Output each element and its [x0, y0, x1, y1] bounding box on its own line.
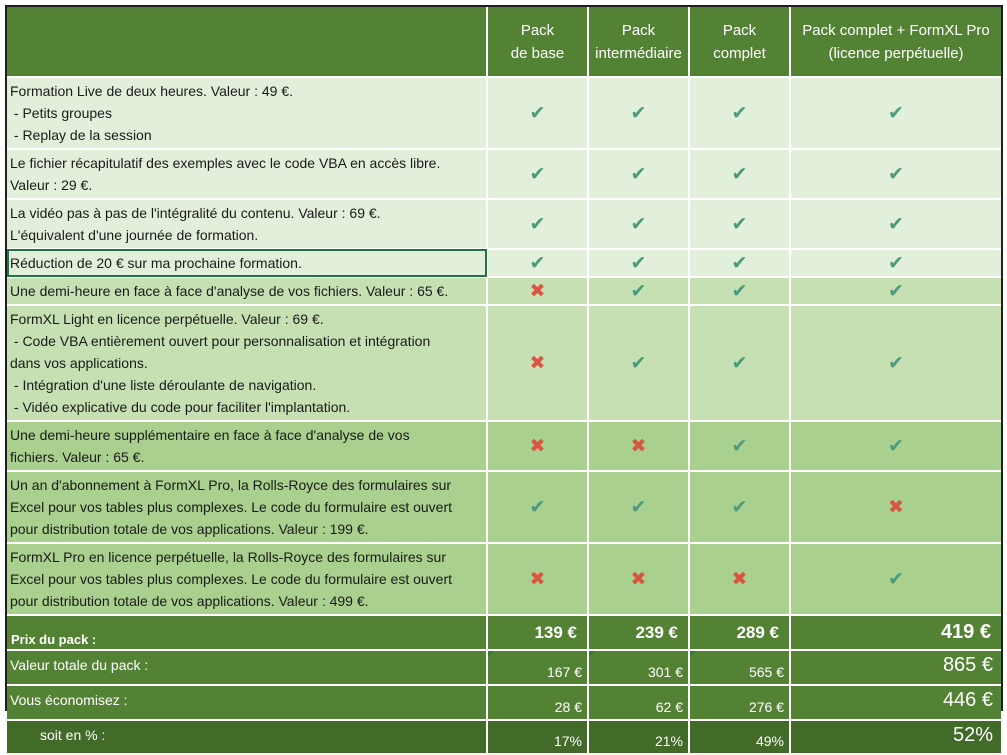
savings-complete[interactable]: 276 €	[689, 685, 790, 720]
cross-icon: ✖	[529, 568, 546, 590]
mark-cell[interactable]	[790, 249, 1001, 277]
feature-cell[interactable]: FormXL Light en licence perpétuelle. Valeur : 69 €. - Code VBA entièrement ouvert pour personnalisation et intégration dans vos applications. - Intégration d'une liste déroulante de navigation. - Vidéo explicative du code pour faciliter l'implantation.	[7, 305, 487, 421]
mark-cell[interactable]	[689, 277, 790, 305]
mark-cell[interactable]	[790, 199, 1001, 249]
total-value-complete-pro[interactable]: 865 €	[790, 650, 1001, 685]
feature-cell-selected[interactable]: Réduction de 20 € sur ma prochaine formation.	[7, 249, 487, 277]
mark-cell[interactable]	[790, 277, 1001, 305]
check-icon: ✔	[529, 213, 546, 235]
check-icon: ✔	[731, 280, 748, 302]
percent-complete-pro[interactable]: 52%	[790, 720, 1001, 754]
price-base[interactable]: 139 €	[487, 615, 588, 650]
mark-cell[interactable]	[588, 277, 689, 305]
check-icon: ✔	[630, 352, 647, 374]
feature-cell[interactable]: Une demi-heure supplémentaire en face à face d'analyse de vos fichiers. Valeur : 65 €.	[7, 421, 487, 471]
feature-row-discount	[7, 249, 1001, 277]
check-icon: ✔	[529, 102, 546, 124]
mark-cell[interactable]	[487, 199, 588, 249]
percent-complete[interactable]: 49%	[689, 720, 790, 754]
mark-cell[interactable]	[588, 149, 689, 199]
cross-icon: ✖	[630, 568, 647, 590]
savings-complete-pro[interactable]: 446 €	[790, 685, 1001, 720]
cross-icon: ✖	[529, 435, 546, 457]
check-icon: ✔	[630, 163, 647, 185]
percent-intermediate[interactable]: 21%	[588, 720, 689, 754]
header-corner-cell[interactable]	[7, 7, 487, 77]
feature-cell[interactable]: La vidéo pas à pas de l'intégralité du contenu. Valeur : 69 €. L'équivalent d'une journée de formation.	[7, 199, 487, 249]
feature-row-recap-file	[7, 149, 1001, 199]
mark-cell[interactable]	[588, 77, 689, 149]
feature-row-formxl-light	[7, 305, 1001, 421]
feature-cell[interactable]: FormXL Pro en licence perpétuelle, la Rolls-Royce des formulaires sur Excel pour vos tables plus complexes. Le code du formulaire est ouvert pour distribution totale de vos applications. Valeur : 499 €.	[7, 543, 487, 615]
savings-intermediate[interactable]: 62 €	[588, 685, 689, 720]
mark-cell[interactable]	[487, 543, 588, 615]
check-icon: ✔	[731, 435, 748, 457]
price-label[interactable]: Prix du pack :	[7, 615, 487, 650]
mark-cell[interactable]	[487, 471, 588, 543]
mark-cell[interactable]	[689, 543, 790, 615]
percent-row	[7, 720, 1001, 754]
check-icon: ✔	[630, 252, 647, 274]
mark-cell[interactable]	[487, 77, 588, 149]
percent-base[interactable]: 17%	[487, 720, 588, 754]
check-icon: ✔	[888, 280, 904, 302]
mark-cell[interactable]	[487, 277, 588, 305]
check-icon: ✔	[630, 213, 647, 235]
mark-cell[interactable]	[790, 77, 1001, 149]
mark-cell[interactable]	[588, 543, 689, 615]
pricing-sheet	[5, 5, 1003, 749]
savings-label[interactable]: Vous économisez :	[7, 685, 487, 720]
mark-cell[interactable]	[689, 305, 790, 421]
mark-cell[interactable]	[689, 471, 790, 543]
feature-row-formxl-pro-year	[7, 471, 1001, 543]
feature-row-extra-face-to-face	[7, 421, 1001, 471]
mark-cell[interactable]	[487, 249, 588, 277]
check-icon: ✔	[888, 102, 904, 124]
percent-label[interactable]: soit en % :	[7, 720, 487, 754]
mark-cell[interactable]	[689, 149, 790, 199]
mark-cell[interactable]	[790, 305, 1001, 421]
check-icon: ✔	[529, 496, 546, 518]
price-complete[interactable]: 289 €	[689, 615, 790, 650]
check-icon: ✔	[630, 102, 647, 124]
mark-cell[interactable]	[790, 149, 1001, 199]
mark-cell[interactable]	[689, 249, 790, 277]
price-intermediate[interactable]: 239 €	[588, 615, 689, 650]
mark-cell[interactable]	[588, 199, 689, 249]
feature-cell[interactable]: Formation Live de deux heures. Valeur : 49 €. - Petits groupes - Replay de la session	[7, 77, 487, 149]
check-icon: ✔	[731, 163, 748, 185]
check-icon: ✔	[731, 352, 748, 374]
cross-icon: ✖	[630, 435, 647, 457]
header-pack-complete[interactable]: Pack complet	[689, 7, 790, 77]
feature-row-live-training	[7, 77, 1001, 149]
check-icon: ✔	[731, 213, 748, 235]
total-value-base[interactable]: 167 €	[487, 650, 588, 685]
check-icon: ✔	[888, 352, 904, 374]
mark-cell[interactable]	[588, 421, 689, 471]
check-icon: ✔	[731, 252, 748, 274]
feature-cell[interactable]: Le fichier récapitulatif des exemples avec le code VBA en accès libre. Valeur : 29 €.	[7, 149, 487, 199]
mark-cell[interactable]	[790, 471, 1001, 543]
check-icon: ✔	[888, 435, 904, 457]
total-value-label[interactable]: Valeur totale du pack :	[7, 650, 487, 685]
mark-cell[interactable]	[487, 149, 588, 199]
check-icon: ✔	[731, 496, 748, 518]
feature-cell[interactable]: Une demi-heure en face à face d'analyse de vos fichiers. Valeur : 65 €.	[7, 277, 487, 305]
savings-row	[7, 685, 1001, 720]
mark-cell[interactable]	[790, 421, 1001, 471]
check-icon: ✔	[888, 252, 904, 274]
check-icon: ✔	[529, 163, 546, 185]
pricing-table	[7, 7, 1001, 755]
mark-cell[interactable]	[790, 543, 1001, 615]
header-pack-intermediate[interactable]: Pack intermédiaire	[588, 7, 689, 77]
cross-icon: ✖	[529, 280, 546, 302]
cross-icon: ✖	[529, 352, 546, 374]
total-value-row	[7, 650, 1001, 685]
cross-icon: ✖	[888, 496, 904, 518]
check-icon: ✔	[731, 102, 748, 124]
mark-cell[interactable]	[588, 305, 689, 421]
feature-row-face-to-face	[7, 277, 1001, 305]
check-icon: ✔	[630, 280, 647, 302]
mark-cell[interactable]	[689, 421, 790, 471]
feature-row-formxl-pro-perpetual	[7, 543, 1001, 615]
mark-cell[interactable]	[487, 305, 588, 421]
header-row	[7, 7, 1001, 77]
check-icon: ✔	[888, 213, 904, 235]
total-value-intermediate[interactable]: 301 €	[588, 650, 689, 685]
check-icon: ✔	[630, 496, 647, 518]
check-icon: ✔	[888, 568, 904, 590]
feature-row-video	[7, 199, 1001, 249]
total-value-complete[interactable]: 565 €	[689, 650, 790, 685]
mark-cell[interactable]	[588, 471, 689, 543]
price-complete-pro[interactable]: 419 €	[790, 615, 1001, 650]
price-row	[7, 615, 1001, 650]
feature-cell[interactable]: Un an d'abonnement à FormXL Pro, la Rolls-Royce des formulaires sur Excel pour vos tables plus complexes. Le code du formulaire est ouvert pour distribution totale de vos applications. Valeur : 199 €.	[7, 471, 487, 543]
mark-cell[interactable]	[689, 199, 790, 249]
savings-base[interactable]: 28 €	[487, 685, 588, 720]
mark-cell[interactable]	[588, 249, 689, 277]
check-icon: ✔	[529, 252, 546, 274]
mark-cell[interactable]	[487, 421, 588, 471]
cross-icon: ✖	[731, 568, 748, 590]
mark-cell[interactable]	[689, 77, 790, 149]
check-icon: ✔	[888, 163, 904, 185]
header-pack-complete-pro[interactable]: Pack complet + FormXL Pro (licence perpétuelle)	[790, 7, 1001, 77]
header-pack-base[interactable]: Pack de base	[487, 7, 588, 77]
